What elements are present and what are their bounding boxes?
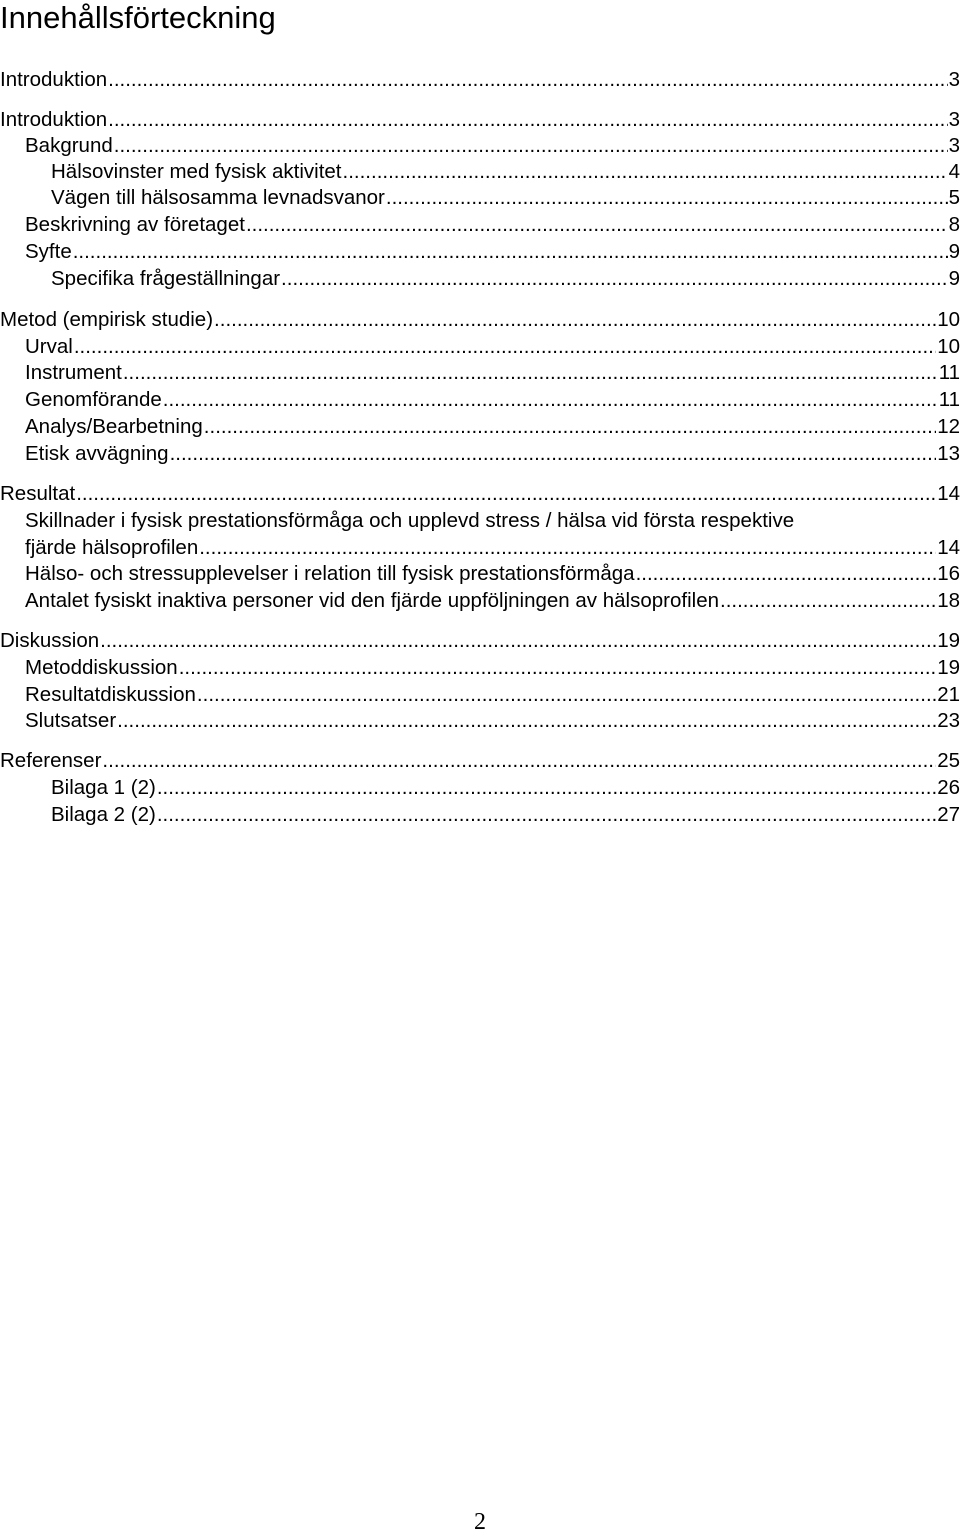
toc-entry[interactable] [0,627,960,654]
dot-leader [245,211,948,238]
toc-entry-page: 13 [937,442,960,465]
toc-entry-page: 10 [937,335,960,358]
dot-leader [719,587,936,614]
toc-entry-text: fjärde hälsoprofilen [25,536,199,559]
toc-entry[interactable] [0,681,960,708]
toc-entry-page: 9 [948,267,960,290]
toc-entry[interactable] [0,707,960,734]
toc-entry[interactable] [0,413,960,440]
toc-entry-page: 21 [937,683,960,706]
toc-entry[interactable] [0,801,960,828]
toc-entry-text: Antalet fysiskt inaktiva personer vid den fjärde uppföljningen av hälsoprofilen [25,589,719,612]
toc-entry-page: 19 [937,656,960,679]
toc-entry-text: Bilaga 1 (2) [51,776,156,799]
toc-entry[interactable] [0,534,960,561]
toc-entry[interactable] [0,306,960,333]
toc-entry[interactable] [0,386,960,413]
toc-entry-text: Analys/Bearbetning [25,415,203,438]
toc-entry-text: Resultat [0,482,76,505]
toc-entry-page: 26 [937,776,960,799]
toc-entry[interactable] [0,66,960,93]
toc-entry[interactable] [0,440,960,467]
toc-entry[interactable] [0,359,960,386]
toc-entry-text: Hälso- och stressupplevelser i relation till fysisk prestationsförmåga [25,562,635,585]
toc-entry-text: Referenser [0,749,102,772]
toc-entry-page: 11 [938,361,960,384]
dot-leader [162,386,938,413]
dot-leader [107,66,947,93]
toc-entry-text: Syfte [25,240,72,263]
toc-entry-text: Etisk avvägning [25,442,169,465]
toc-entry[interactable] [0,774,960,801]
toc-entry[interactable] [0,158,960,185]
toc-entry-text: Introduktion [0,68,108,91]
toc-entry[interactable] [0,238,960,265]
toc-entry-text: Beskrivning av företaget [25,213,245,236]
toc-entry[interactable] [0,654,960,681]
dot-leader [213,306,936,333]
dot-leader [635,560,937,587]
toc-entry-text: Introduktion [0,108,108,131]
toc-entry-page: 8 [948,213,960,236]
toc-entry-text: Vägen till hälsosamma levnadsvanor [51,186,385,209]
dot-leader [75,480,936,507]
toc-entry-text: Specifika frågeställningar [51,267,281,290]
toc-entry-page: 18 [937,589,960,612]
toc-entry-page: 3 [948,68,960,91]
toc-entry-page: 19 [937,629,960,652]
toc-entry-page: 10 [937,308,960,331]
dot-leader [99,627,936,654]
toc-entry-text: Metoddiskussion [25,656,178,679]
toc-entry-text: Diskussion [0,629,100,652]
toc-entry[interactable] [0,265,960,292]
dot-leader [113,132,948,159]
toc-entry-page: 14 [937,536,960,559]
toc-entry-text: Genomförande [25,388,162,411]
dot-leader [101,747,936,774]
toc-entry-page: 4 [948,160,960,183]
toc-entry[interactable] [0,747,960,774]
toc-entry-text: Bakgrund [25,134,113,157]
toc-entry-text: Urval [25,335,73,358]
toc-entry-text: Bilaga 2 (2) [51,803,156,826]
dot-leader [196,681,936,708]
toc-entry-page: 11 [938,388,960,411]
toc-entry-page: 5 [948,186,960,209]
toc-entry-page: 25 [937,749,960,772]
toc-entry-page: 14 [937,482,960,505]
toc-entry-page: 3 [948,108,960,131]
toc-entry-text: Metod (empirisk studie) [0,308,214,331]
toc-entry-page: 16 [937,562,960,585]
toc-entry-text: Resultatdiskussion [25,683,196,706]
dot-leader [203,413,936,440]
toc-entry-page: 3 [948,134,960,157]
toc-entry-page: 23 [937,709,960,732]
dot-leader [122,359,938,386]
toc-entry-page: 27 [937,803,960,826]
dot-leader [198,534,936,561]
dot-leader [169,440,937,467]
dot-leader [385,184,948,211]
toc-entry[interactable] [0,184,960,211]
dot-leader [73,333,936,360]
dot-leader [156,774,936,801]
dot-leader [280,265,948,292]
toc-entry-text: Instrument [25,361,122,384]
toc-entry-page: 9 [948,240,960,263]
toc-entry[interactable] [0,132,960,159]
toc-entry[interactable] [0,507,960,534]
page-number: 2 [474,1509,486,1535]
toc-entry[interactable] [0,480,960,507]
dot-leader [342,158,948,185]
toc-entry-text: Skillnader i fysisk prestationsförmåga och upplevd stress / hälsa vid första respektive [25,509,795,532]
dot-leader [72,238,948,265]
toc-entry[interactable] [0,211,960,238]
toc-entry[interactable] [0,333,960,360]
dot-leader [178,654,936,681]
toc-entry-text: Slutsatser [25,709,117,732]
toc-entry-text: Hälsovinster med fysisk aktivitet [51,160,342,183]
dot-leader [156,801,936,828]
toc-entry[interactable] [0,587,960,614]
toc-entry-page: 12 [937,415,960,438]
dot-leader [107,106,947,133]
toc-entry[interactable] [0,106,960,133]
toc-title: Innehållsförteckning [0,0,276,35]
toc-entry[interactable] [0,560,960,587]
dot-leader [116,707,936,734]
